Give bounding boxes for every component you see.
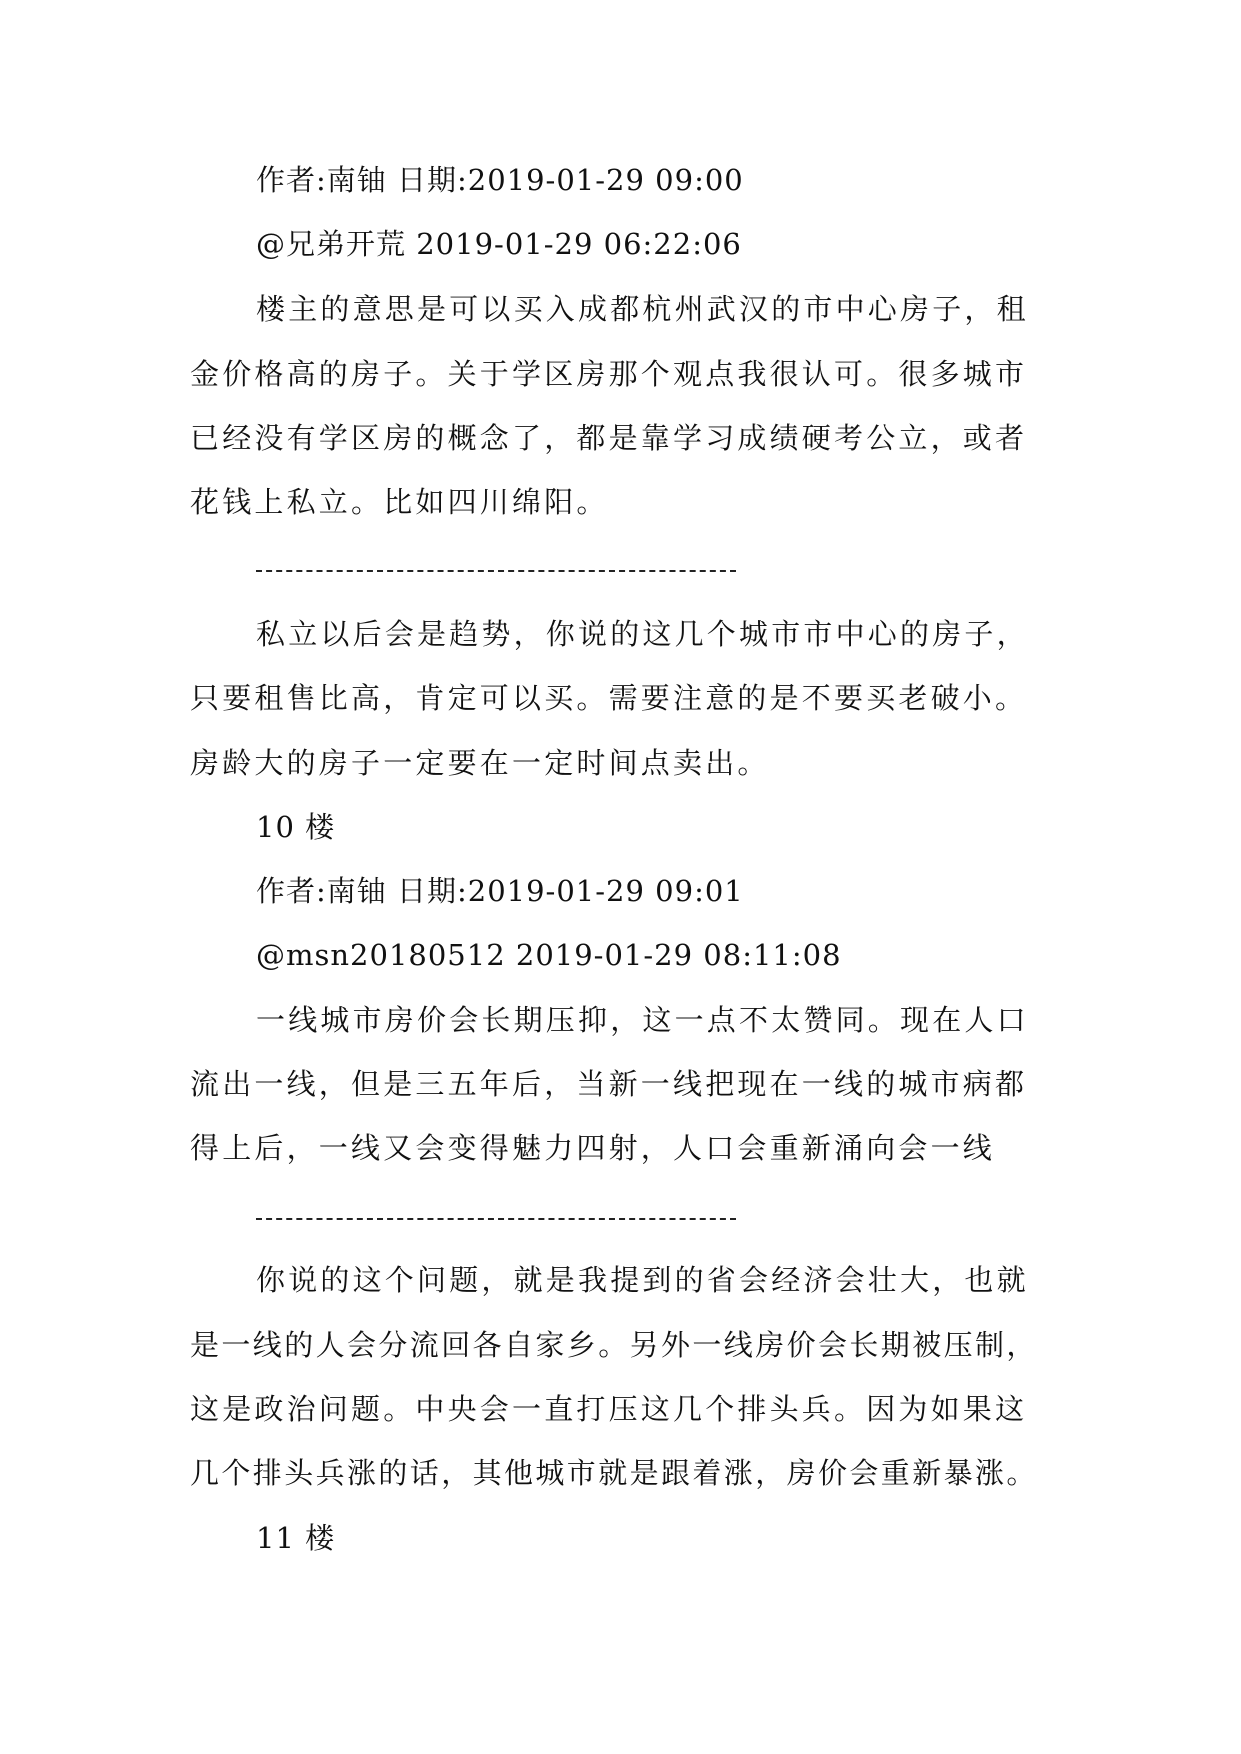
floor-label: 10 楼 [256, 810, 336, 844]
quote-divider [256, 570, 736, 572]
quoted-paragraph-line: 一线城市房价会长期压抑，这一点不太赞同。现在人口 [256, 1003, 1029, 1037]
floor-label: 11 楼 [256, 1521, 336, 1555]
quoted-paragraph-line: 流出一线，但是三五年后，当新一线把现在一线的城市病都 [190, 1067, 1028, 1101]
post-author-date: 作者:南铀 日期:2019-01-29 09:01 [256, 874, 744, 908]
quoted-paragraph-line: 楼主的意思是可以买入成都杭州武汉的市中心房子，租 [256, 292, 1029, 326]
quoted-paragraph-line: 金价格高的房子。关于学区房那个观点我很认可。很多城市 [190, 357, 1028, 391]
quote-reference: @兄弟开荒 2019-01-29 06:22:06 [256, 227, 742, 261]
reply-paragraph-line: 这是政治问题。中央会一直打压这几个排头兵。因为如果这 [190, 1392, 1028, 1426]
quoted-paragraph-line: 得上后，一线又会变得魅力四射，人口会重新涌向会一线 [190, 1131, 996, 1165]
reply-paragraph-line: 只要租售比高，肯定可以买。需要注意的是不要买老破小。 [190, 681, 1028, 715]
quote-divider [256, 1218, 736, 1220]
quote-reference: @msn20180512 2019-01-29 08:11:08 [256, 938, 842, 972]
reply-paragraph-line: 几个排头兵涨的话，其他城市就是跟着涨，房价会重新暴涨。 [190, 1456, 1038, 1490]
quoted-paragraph-line: 花钱上私立。比如四川绵阳。 [190, 485, 609, 519]
reply-paragraph-line: 私立以后会是趋势，你说的这几个城市市中心的房子， [256, 617, 1029, 651]
reply-paragraph-line: 你说的这个问题，就是我提到的省会经济会壮大，也就 [256, 1263, 1029, 1297]
post-author-date: 作者:南铀 日期:2019-01-29 09:00 [256, 163, 744, 197]
reply-paragraph-line: 是一线的人会分流回各自家乡。另外一线房价会长期被压制， [190, 1328, 1038, 1362]
quoted-paragraph-line: 已经没有学区房的概念了，都是靠学习成绩硬考公立，或者 [190, 421, 1028, 455]
reply-paragraph-line: 房龄大的房子一定要在一定时间点卖出。 [190, 746, 770, 780]
